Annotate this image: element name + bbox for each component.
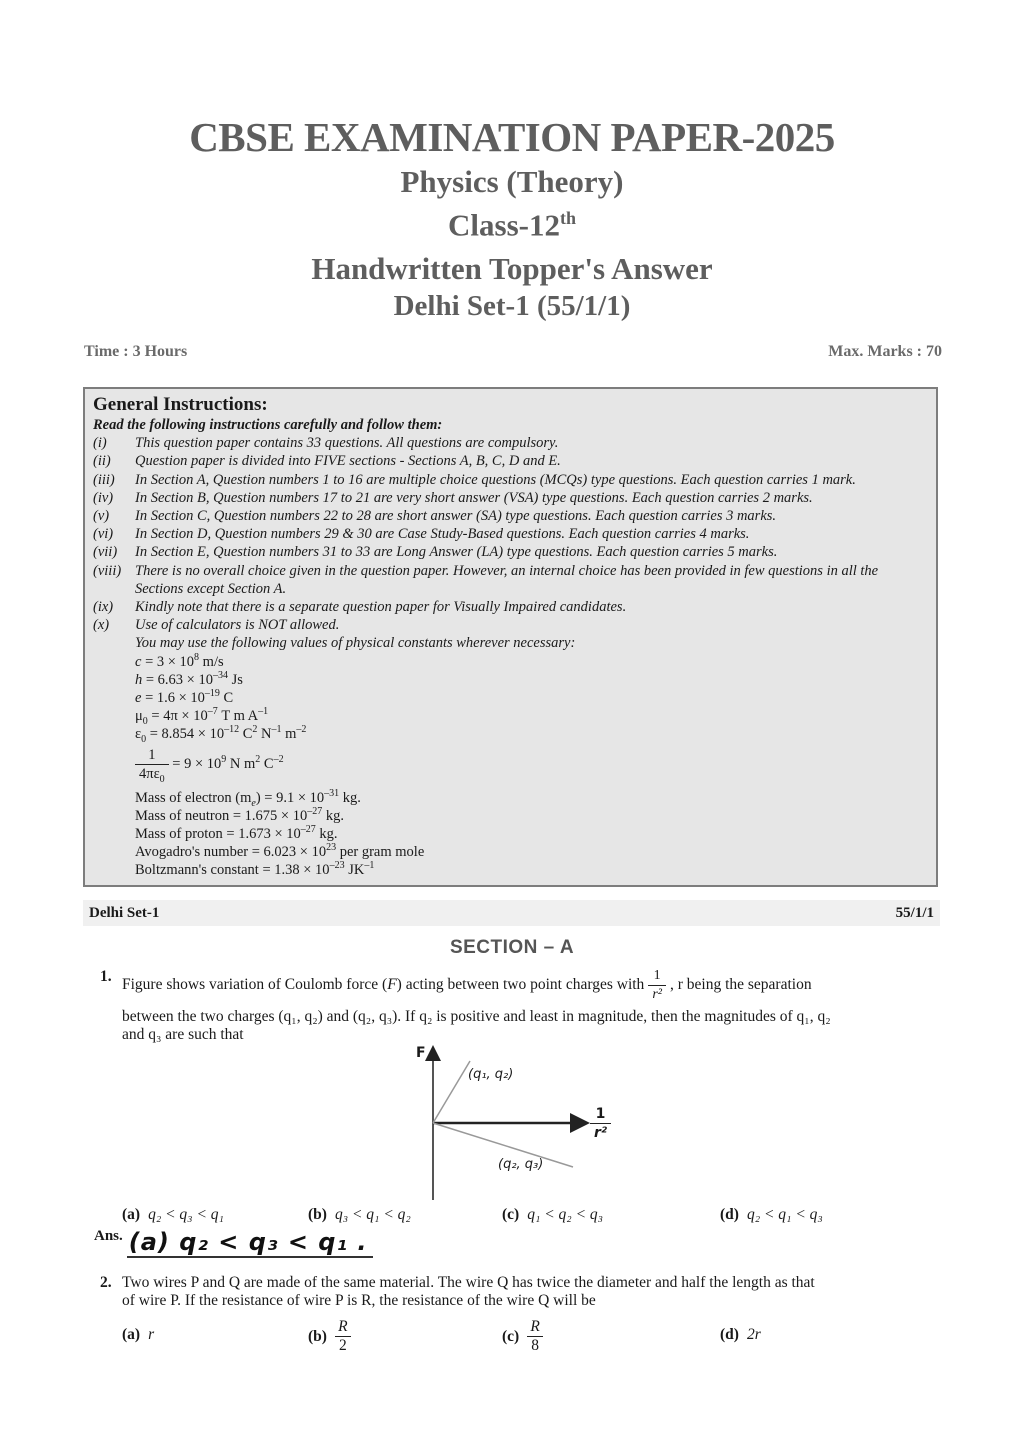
instruction-item <box>93 507 928 525</box>
constant-subscript: 0 <box>141 734 147 746</box>
option-label: (a) <box>122 1326 141 1343</box>
constant-unit: C <box>260 755 274 772</box>
instruction-text: Use of calculators is NOT allowed. <box>135 617 340 634</box>
instruction-text: Kindly note that there is a separate question paper for Visually Impaired candidates. <box>135 599 627 616</box>
constant-proton-mass <box>135 825 928 843</box>
set-bar <box>83 900 940 926</box>
constant-exponent: –19 <box>204 688 220 700</box>
coulomb-force-graph <box>390 1045 630 1205</box>
constant-value: = 4π × 10 <box>147 708 208 725</box>
constant-unit: m <box>281 726 297 743</box>
constant-unit: T m A <box>217 708 259 725</box>
denominator-subscript: 0 <box>159 773 165 785</box>
text-fragment: Figure shows variation of Coulomb force ( <box>122 976 388 993</box>
option-b[interactable] <box>308 1318 351 1355</box>
answer-row <box>94 1228 373 1258</box>
instruction-number: (i) <box>93 435 107 452</box>
constant-electron-mass <box>135 789 928 807</box>
fraction-numerator: R <box>338 1318 348 1335</box>
option-label: (b) <box>308 1327 327 1345</box>
option-label: (c) <box>502 1327 520 1345</box>
option-text: 2r <box>746 1326 761 1343</box>
text-fragment: , r being the separation <box>669 976 812 993</box>
set-bar-left: Delhi Set-1 <box>89 904 160 921</box>
denominator-text: 4πε <box>139 765 160 782</box>
option-text: q₂ < q₁ < q₃ <box>746 1206 823 1223</box>
fraction-denominator: 8 <box>527 1336 543 1355</box>
time-label: Time : 3 Hours <box>84 343 188 360</box>
constant-text: Avogadro's number = 6.023 × 10 <box>135 844 327 861</box>
instruction-text: This question paper contains 33 questions. All questions are compulsory. <box>135 435 559 452</box>
option-a[interactable] <box>122 1206 224 1224</box>
unit-exponent: –2 <box>273 753 284 765</box>
instruction-number: (x) <box>93 617 110 634</box>
title-block <box>0 112 1024 323</box>
option-b[interactable] <box>308 1206 411 1224</box>
subtitle: Handwritten Topper's Answer <box>311 251 713 287</box>
class-title <box>0 200 1024 243</box>
instruction-text: In Section C, Question numbers 22 to 28 are short answer (SA) type questions. Each question carries 3 marks. <box>135 508 777 525</box>
constant-text: Mass of proton = 1.673 × 10 <box>135 826 301 843</box>
constant-unit: N m <box>226 755 256 772</box>
instructions-subheading: Read the following instructions carefully and follow them: <box>93 417 443 433</box>
class-prefix: Class-12 <box>448 207 560 243</box>
fraction-numerator: 1 <box>595 1106 606 1122</box>
instruction-number: (ii) <box>93 453 111 470</box>
question-number: 1. <box>100 968 112 985</box>
unit-exponent: –1 <box>271 724 282 736</box>
constant-symbol: c <box>135 653 142 670</box>
constant-boltzmann <box>135 861 928 879</box>
constant-unit: per gram mole <box>336 844 425 861</box>
constant-eps0 <box>135 724 928 746</box>
question-number: 2. <box>100 1274 112 1291</box>
instruction-number: (ix) <box>93 599 114 616</box>
fraction-numerator: R <box>530 1318 540 1335</box>
constant-exponent: –7 <box>207 706 218 718</box>
meta-row <box>84 343 942 361</box>
class-suffix: th <box>559 208 576 228</box>
fraction-numerator: 1 <box>653 967 661 983</box>
constant-unit: kg. <box>322 807 344 824</box>
set-bar-right: 55/1/1 <box>895 904 934 921</box>
constant-avogadro <box>135 843 928 861</box>
unit-exponent: –1 <box>258 706 269 718</box>
instruction-number: (v) <box>93 508 110 525</box>
instruction-number: (iv) <box>93 489 114 506</box>
fraction <box>335 1318 351 1355</box>
constant-unit: C <box>219 690 234 707</box>
constant-c <box>135 653 928 671</box>
instruction-item <box>93 452 928 470</box>
option-text: r <box>148 1326 155 1343</box>
option-label: (d) <box>720 1326 739 1343</box>
fraction-numerator: 1 <box>148 746 156 763</box>
instruction-item <box>93 616 928 634</box>
question-text <box>122 1274 942 1310</box>
fraction-denominator: 2 <box>335 1336 351 1355</box>
set-title: Delhi Set-1 (55/1/1) <box>393 290 631 323</box>
constant-value: = 6.63 × 10 <box>145 671 213 688</box>
handwritten-answer: (a) q₂ < q₃ < q₁ . <box>127 1228 374 1258</box>
question-2 <box>100 1274 942 1310</box>
constant-exponent: 23 <box>326 842 337 854</box>
constant-unit: N <box>257 726 272 743</box>
option-label: (d) <box>720 1206 739 1223</box>
option-label: (c) <box>502 1206 520 1223</box>
question-1 <box>100 968 942 1044</box>
constant-exponent: 8 <box>194 651 200 663</box>
unit-exponent: 2 <box>252 724 258 736</box>
constant-exponent: 9 <box>221 753 227 765</box>
instruction-item <box>93 525 928 543</box>
instruction-text: There is no overall choice given in the question paper. However, an internal choice has been provided in few questions in all the Sections except Section A. <box>135 562 879 597</box>
text-fragment: ) acting between two point charges with <box>396 976 645 993</box>
option-d[interactable] <box>720 1326 761 1344</box>
instruction-text: In Section D, Question numbers 29 & 30 are Case Study-Based questions. Each question carries 4 marks. <box>135 526 750 543</box>
option-text: q₁ < q₂ < q₃ <box>527 1206 604 1223</box>
option-label: (b) <box>308 1206 327 1223</box>
instruction-number: (viii) <box>93 562 122 579</box>
instruction-item <box>93 489 928 507</box>
instruction-item <box>93 598 928 616</box>
instruction-number: (iii) <box>93 471 115 488</box>
constant-unit: m/s <box>199 653 224 670</box>
unit-exponent: –1 <box>364 860 375 872</box>
fraction-denominator <box>135 764 169 783</box>
instructions-heading: General Instructions: <box>93 394 268 415</box>
instruction-item <box>93 562 928 598</box>
constant-exponent: –31 <box>324 787 340 799</box>
question-line <box>122 968 942 1002</box>
y-axis-label: F <box>416 1045 426 1061</box>
question-text <box>122 968 942 1044</box>
fraction <box>648 967 666 1004</box>
subject-title: Physics (Theory) <box>400 164 624 199</box>
constant-unit: kg. <box>339 789 361 806</box>
instruction-text: In Section B, Question numbers 17 to 21 are very short answer (VSA) type questions. Each question carries 2 marks. <box>135 489 813 506</box>
constant-h <box>135 671 928 689</box>
option-text: q₂ < q₃ < q₁ <box>148 1206 224 1223</box>
general-instructions-box <box>83 387 938 887</box>
instruction-text: Question paper is divided into FIVE sections - Sections A, B, C, D and E. <box>135 453 561 470</box>
constant-mu0 <box>135 706 928 728</box>
constant-e <box>135 689 928 707</box>
constant-exponent: –27 <box>307 806 323 818</box>
line-label-q1q2: (q₁, q₂) <box>468 1067 514 1082</box>
fraction <box>135 746 169 783</box>
instruction-number: (vi) <box>93 526 114 543</box>
paper-title: CBSE EXAMINATION PAPER-2025 <box>189 114 835 160</box>
line-label-q2q3: (q₂, q₃) <box>498 1157 544 1172</box>
fraction <box>527 1318 543 1355</box>
constant-symbol: ε <box>135 726 142 743</box>
instruction-item <box>93 471 928 489</box>
instruction-text: In Section E, Question numbers 31 to 33 are Long Answer (LA) type questions. Each question carries 5 marks. <box>135 544 778 561</box>
option-text: q₃ < q₁ < q₂ <box>334 1206 411 1223</box>
constant-unit: Js <box>227 671 243 688</box>
constant-exponent: –12 <box>224 724 240 736</box>
constant-value: = 9 × 10 <box>168 755 222 772</box>
option-a[interactable] <box>122 1326 154 1344</box>
instruction-number: (vii) <box>93 544 118 561</box>
constants-intro: You may use the following values of physical constants wherever necessary: <box>135 635 576 652</box>
instruction-item <box>93 543 928 561</box>
unit-exponent: 2 <box>255 753 261 765</box>
constant-subscript: 0 <box>142 716 148 728</box>
constant-exponent: –34 <box>212 670 228 682</box>
constant-subscript: e <box>251 797 256 809</box>
constant-coulomb <box>135 746 928 783</box>
physical-constants <box>135 634 928 879</box>
option-c[interactable] <box>502 1318 543 1355</box>
max-marks-label: Max. Marks : 70 <box>828 343 942 360</box>
constant-symbol: h <box>135 671 143 688</box>
constant-value: = 3 × 10 <box>145 653 195 670</box>
option-c[interactable] <box>502 1206 603 1224</box>
option-label: (a) <box>122 1206 141 1223</box>
constant-neutron-mass <box>135 807 928 825</box>
constant-symbol: e <box>135 690 142 707</box>
x-axis-label <box>590 1105 611 1142</box>
instruction-item <box>93 434 928 452</box>
option-d[interactable] <box>720 1206 823 1224</box>
constant-value: = 1.6 × 10 <box>145 690 205 707</box>
constant-text: Boltzmann's constant = 1.38 × 10 <box>135 862 330 879</box>
question-line: of wire P. If the resistance of wire P is R, the resistance of the wire Q will be <box>122 1292 596 1309</box>
constant-exponent: –27 <box>300 824 316 836</box>
section-title: SECTION – A <box>449 937 575 958</box>
constant-text: Mass of electron (m <box>135 789 252 806</box>
fraction-denominator: r² <box>590 1123 611 1142</box>
text-fragment: F <box>387 976 397 993</box>
question-line: and q₃ are such that <box>122 1026 244 1043</box>
constant-unit: kg. <box>315 826 338 843</box>
constant-text: Mass of neutron = 1.675 × 10 <box>135 807 308 824</box>
fraction-denominator: r² <box>648 985 666 1004</box>
constant-exponent: –23 <box>329 860 345 872</box>
constant-value: = 8.854 × 10 <box>146 726 225 743</box>
answer-label: Ans. <box>94 1228 123 1244</box>
instruction-text: In Section A, Question numbers 1 to 16 are multiple choice questions (MCQs) type questions. Each question carries 1 mark. <box>135 471 856 488</box>
question-line: between the two charges (q₁, q₂) and (q₂, q₃). If q₂ is positive and least in magnitude, then the magnitudes of q₁, q₂ <box>122 1008 831 1025</box>
constant-value: ) = 9.1 × 10 <box>255 789 325 806</box>
constant-unit: JK <box>344 862 365 879</box>
unit-exponent: –2 <box>296 724 307 736</box>
constant-unit: C <box>239 726 253 743</box>
question-line: Two wires P and Q are made of the same material. The wire Q has twice the diameter and half the length as that <box>122 1274 815 1291</box>
constant-symbol: μ <box>135 708 143 725</box>
